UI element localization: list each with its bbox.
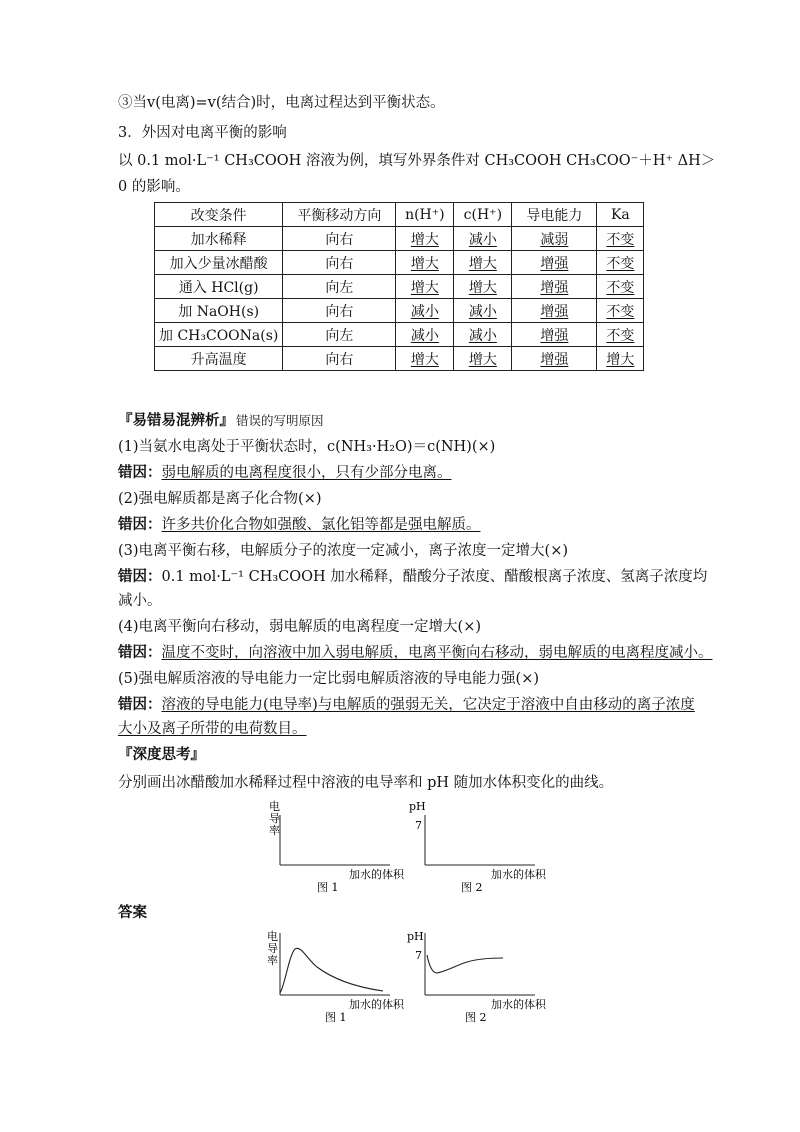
question-4: (4)电离平衡向右移动，弱电解质的电离程度一定增大(×) xyxy=(118,619,482,635)
table-header: n(H⁺) xyxy=(396,203,454,227)
reason-5 xyxy=(118,694,695,716)
question-figures xyxy=(255,795,565,895)
table-cell: 减弱 xyxy=(540,231,569,248)
table-row xyxy=(155,299,644,323)
table-header: Ka xyxy=(597,203,644,227)
figure-caption: 图 1 xyxy=(317,881,339,894)
table-row xyxy=(155,275,644,299)
table-cell: 加 CH₃COONa(s) xyxy=(155,323,283,347)
figure-caption: 图 1 xyxy=(325,1011,347,1024)
reason-3 xyxy=(118,566,707,588)
table-cell: 不变 xyxy=(606,327,635,344)
reason-text: 溶液的导电能力(电导率)与电解质的强弱无关，它决定于溶液中自由移动的离子浓度 xyxy=(161,697,695,713)
table-cell: 加水稀释 xyxy=(155,227,283,251)
table-cell: 增大 xyxy=(410,279,439,296)
table-cell: 向右 xyxy=(283,251,396,275)
table-cell: 减小 xyxy=(410,327,439,344)
table-row xyxy=(155,251,644,275)
table-cell: 增强 xyxy=(540,303,569,320)
intro-line-2: 以 0.1 mol·L⁻¹ CH₃COOH 溶液为例，填写外界条件对 CH₃COOH CH₃COO⁻＋H⁺ ΔH＞ xyxy=(118,153,716,169)
section-title-1: 『易错易混辨析』 错误的写明原因 xyxy=(118,413,324,429)
table-cell: 加入少量冰醋酸 xyxy=(155,251,283,275)
table-cell: 增大 xyxy=(606,351,635,368)
question-figure-1 xyxy=(269,799,405,894)
table-header: 改变条件 xyxy=(155,203,283,227)
table-cell: 加 NaOH(s) xyxy=(155,299,283,323)
table-cell: 增大 xyxy=(468,255,497,272)
ph-curve xyxy=(427,955,503,973)
table-row xyxy=(155,323,644,347)
table-cell: 减小 xyxy=(468,327,497,344)
section-title-text: 易错易混辨析 xyxy=(132,413,220,429)
deep-question: 分别画出冰醋酸加水稀释过程中溶液的电导率和 pH 随加水体积变化的曲线。 xyxy=(118,775,614,791)
table-header-row xyxy=(155,203,644,227)
table-cell: 增强 xyxy=(540,255,569,272)
reason-1 xyxy=(118,462,452,484)
y-axis-label: pH xyxy=(409,800,426,813)
x-axis-label: 加水的体积 xyxy=(491,868,546,881)
x-axis-label: 加水的体积 xyxy=(349,868,404,881)
reason-label: 错因： xyxy=(118,568,162,585)
conductivity-curve xyxy=(280,948,383,993)
reason-text: 弱电解质的电离程度很小，只有少部分电离。 xyxy=(161,465,452,481)
x-axis-label: 加水的体积 xyxy=(491,998,546,1011)
table-cell: 向右 xyxy=(283,227,396,251)
question-2: (2)强电解质都是离子化合物(×) xyxy=(118,491,322,507)
tick-label: 7 xyxy=(415,819,422,832)
reason-text: 0.1 mol·L⁻¹ CH₃COOH 加水稀释，醋酸分子浓度、醋酸根离子浓度、氢离子浓度均 xyxy=(161,569,708,585)
table-cell: 增大 xyxy=(410,255,439,272)
y-axis-label: 导 xyxy=(267,942,278,955)
table-header: 导电能力 xyxy=(512,203,597,227)
answer-label: 答案 xyxy=(118,904,147,921)
table-cell: 减小 xyxy=(468,231,497,248)
section-subtitle: 错误的写明原因 xyxy=(236,413,324,428)
y-axis-label: 电 xyxy=(267,930,278,943)
y-axis-label: 率 xyxy=(267,954,278,967)
intro-line-1: ③当v(电离)=v(结合)时，电离过程达到平衡状态。 xyxy=(118,95,445,111)
table-cell: 增强 xyxy=(540,327,569,344)
table-cell: 减小 xyxy=(468,303,497,320)
table-cell: 不变 xyxy=(606,303,635,320)
reason-2 xyxy=(118,514,481,536)
table-cell: 增大 xyxy=(410,231,439,248)
question-1: (1)当氨水电离处于平衡状态时，c(NH₃·H₂O)＝c(NH)(×) xyxy=(118,439,496,455)
reason-label: 错因： xyxy=(118,696,162,713)
answer-figure-1 xyxy=(267,929,405,1024)
reason-3-cont: 减小。 xyxy=(118,593,162,609)
section-heading: 3．外因对电离平衡的影响 xyxy=(118,125,287,141)
reason-label: 错因： xyxy=(118,516,162,533)
table-row xyxy=(155,347,644,371)
table-cell: 向右 xyxy=(283,299,396,323)
table-cell: 减小 xyxy=(410,303,439,320)
table-cell: 向左 xyxy=(283,323,396,347)
table-header: 平衡移动方向 xyxy=(283,203,396,227)
table-cell: 不变 xyxy=(606,255,635,272)
question-3: (3)电离平衡右移，电解质分子的浓度一定减小，离子浓度一定增大(×) xyxy=(118,543,569,559)
x-axis-label: 加水的体积 xyxy=(349,998,404,1011)
figure-caption: 图 2 xyxy=(461,881,483,894)
reason-text: 温度不变时，向溶液中加入弱电解质，电离平衡向右移动，弱电解质的电离程度减小。 xyxy=(161,645,713,661)
question-figure-2 xyxy=(409,800,547,894)
y-axis-label: 电 xyxy=(269,800,280,813)
y-axis-label: 导 xyxy=(269,812,280,825)
table-cell: 增强 xyxy=(540,351,569,368)
table-cell: 向右 xyxy=(283,347,396,371)
table-cell: 升高温度 xyxy=(155,347,283,371)
table-cell: 增大 xyxy=(410,351,439,368)
table-cell: 不变 xyxy=(606,279,635,296)
table-row xyxy=(155,227,644,251)
question-5: (5)强电解质溶液的导电能力一定比弱电解质溶液的导电能力强(×) xyxy=(118,671,540,687)
y-axis-label: 率 xyxy=(269,824,280,837)
reason-5-cont: 大小及离子所带的电荷数目。 xyxy=(118,721,307,737)
reason-text: 许多共价化合物如强酸、氯化铝等都是强电解质。 xyxy=(161,517,481,533)
table-cell: 增大 xyxy=(468,279,497,296)
answer-figure-2 xyxy=(407,930,547,1024)
table-cell: 不变 xyxy=(606,231,635,248)
tick-label: 7 xyxy=(415,949,422,962)
reason-4 xyxy=(118,642,713,664)
answer-figures xyxy=(255,925,565,1025)
table-cell: 增大 xyxy=(468,351,497,368)
reason-label: 错因： xyxy=(118,464,162,481)
table-cell: 通入 HCl(g) xyxy=(155,275,283,299)
table-cell: 向左 xyxy=(283,275,396,299)
table-header: c(H⁺) xyxy=(454,203,512,227)
figure-caption: 图 2 xyxy=(465,1011,487,1024)
y-axis-label: pH xyxy=(407,930,424,943)
section-title-text: 深度思考 xyxy=(132,747,191,763)
intro-line-3: 0 的影响。 xyxy=(118,179,190,195)
condition-table xyxy=(154,202,644,371)
reason-label: 错因： xyxy=(118,644,162,661)
section-title-2: 『深度思考』 xyxy=(118,747,205,763)
table-cell: 增强 xyxy=(540,279,569,296)
